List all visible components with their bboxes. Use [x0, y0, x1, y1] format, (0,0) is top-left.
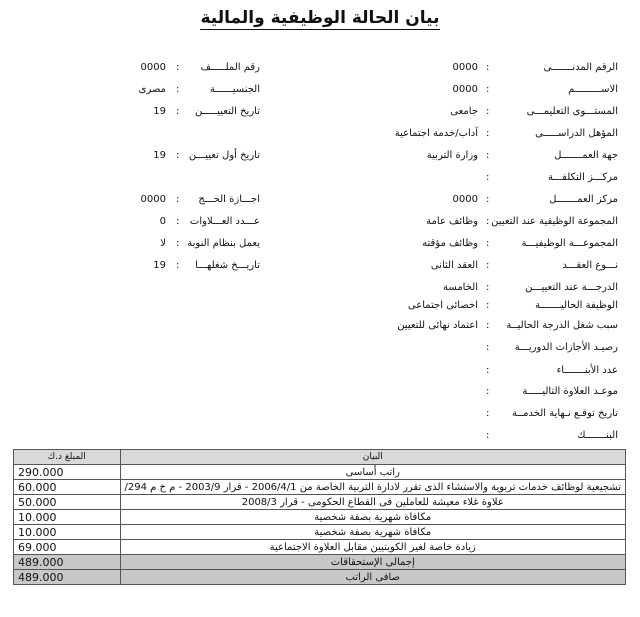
row-amount: 290.000 [14, 465, 121, 480]
field-separator: : [486, 84, 490, 95]
row-amount: 50.000 [14, 495, 121, 510]
field-label: الرقم المدنـــــــى [543, 62, 618, 73]
row-description: راتب أساسى [120, 465, 625, 480]
field-value: 0000 [140, 62, 166, 73]
row-amount: 60.000 [14, 480, 121, 495]
row-description: مكافاة شهرية بصفة شخصية [120, 510, 625, 525]
field-separator: : [176, 62, 180, 73]
field-separator: : [486, 408, 490, 419]
table-row [14, 495, 626, 510]
field-label: تاريخ أول تعييـــن [188, 150, 260, 161]
field-separator: : [176, 194, 180, 205]
row-description: تشجيعية لوظائف خدمات تربوية والاستشاء الذى تقرر لادارة التربية الخاصة من 2006/4/1 - قرار 2003/9 - م خ م 294/ [120, 480, 625, 495]
field-separator: : [486, 194, 490, 205]
field-separator: : [486, 62, 490, 73]
field-separator: : [486, 128, 490, 139]
field-value: العقد الثانى [430, 260, 478, 271]
field-separator: : [486, 342, 490, 353]
field-value: وزارة التربية [426, 150, 478, 161]
table-row [14, 510, 626, 525]
row-description: زيادة خاصة لغير الكويتيين مقابل العلاوة الاجتماعية [120, 540, 625, 555]
field-label: المجموعة الوظيفية عند التعيين [491, 216, 618, 227]
field-label: الاســـــــــم [568, 84, 618, 95]
field-separator: : [486, 238, 490, 249]
field-label: جهة العمـــــــل [554, 150, 618, 161]
field-separator: : [176, 150, 180, 161]
table-row [14, 540, 626, 555]
field-separator: : [486, 386, 490, 397]
field-label: اجـــازة الحـــج [198, 194, 260, 205]
field-separator: : [486, 300, 490, 311]
field-label: تاريـــخ شغلهـــا [195, 260, 260, 271]
row-amount: 10.000 [14, 525, 121, 540]
net-row [14, 570, 626, 585]
total-amount: 489.000 [14, 555, 121, 570]
field-separator: : [176, 238, 180, 249]
field-separator: : [486, 106, 490, 117]
salary-table [13, 449, 626, 585]
field-label: المستـــوى التعليمـــى [526, 106, 618, 117]
description-header: البيان [120, 450, 625, 465]
row-description: علاوة غلاء معيشة للعاملين فى القطاع الحكومى - قرار 2008/3 [120, 495, 625, 510]
field-label: الوظيفة الحاليـــــــة [535, 300, 618, 311]
field-value: وظائف مؤقته [422, 238, 478, 249]
field-label: البنـــــــك [577, 430, 618, 441]
field-separator: : [176, 84, 180, 95]
field-value: الخامسة [443, 282, 478, 293]
field-value: آداب/خدمة اجتماعية [394, 128, 478, 139]
field-label: المجموعـــة الوظيفيـــة [521, 238, 618, 249]
field-value: 19 [153, 106, 166, 117]
field-label: مركـــز التكلفـــة [547, 172, 618, 183]
net-amount: 489.000 [14, 570, 121, 585]
field-separator: : [176, 260, 180, 271]
field-value: 0000 [140, 194, 166, 205]
field-label: الدرجـــة عند التعييـــن [525, 282, 618, 293]
field-label: الجنسيــــــة [209, 84, 260, 95]
field-separator: : [486, 282, 490, 293]
row-amount: 69.000 [14, 540, 121, 555]
page-title: بيان الحالة الوظيفية والمالية [200, 8, 440, 28]
field-value: لا [160, 238, 166, 249]
field-label: سبب شغل الدرجة الحاليــة [506, 320, 618, 331]
field-label: رصيـد الأجازات الدوريـــة [514, 342, 618, 353]
field-value: اخصائى اجتماعى [407, 300, 478, 311]
field-value: وظائف عامة [426, 216, 478, 227]
field-separator: : [486, 150, 490, 161]
field-label: موعـد العلاوة التاليـــــة [522, 386, 618, 397]
field-value: 0000 [452, 194, 478, 205]
field-separator: : [176, 106, 180, 117]
field-separator: : [486, 172, 490, 183]
table-row [14, 525, 626, 540]
field-value: 0000 [452, 62, 478, 73]
field-label: عدد الأبنـــــــاء [556, 365, 618, 376]
table-header-row [14, 450, 626, 465]
field-separator: : [486, 260, 490, 271]
field-label: يعمل بنظام النوبة [187, 238, 260, 249]
field-value: اعتماد نهائى للتعيين [397, 320, 478, 331]
field-label: نـــوع العقـــد [562, 260, 618, 271]
field-label: تاريخ توقـع نـهاية الخدمــة [511, 408, 618, 419]
field-value: 19 [153, 260, 166, 271]
field-separator: : [176, 216, 180, 227]
field-value: 19 [153, 150, 166, 161]
field-value: 0000 [452, 84, 478, 95]
field-label: رقم الملـــــف [200, 62, 260, 73]
total-row [14, 555, 626, 570]
amount-header: المبلغ د.ك [14, 450, 121, 465]
field-label: عـــدد العـــلاوات [189, 216, 260, 227]
field-separator: : [486, 430, 490, 441]
field-value: 0 [159, 216, 166, 227]
field-label: تاريخ التعييـــــن [194, 106, 260, 117]
table-row [14, 480, 626, 495]
net-label: صافى الراتب [120, 570, 625, 585]
field-value: جامعى [450, 106, 478, 117]
field-label: مركز العمـــــــل [549, 194, 618, 205]
field-separator: : [486, 320, 490, 331]
total-label: إجمالى الإستحقاقات [120, 555, 625, 570]
row-description: مكافاة شهرية بصفة شخصية [120, 525, 625, 540]
row-amount: 10.000 [14, 510, 121, 525]
table-row [14, 465, 626, 480]
field-separator: : [486, 216, 490, 227]
field-value: مصرى [138, 84, 166, 95]
field-separator: : [486, 365, 490, 376]
field-label: المؤهل الدراســـــى [535, 128, 618, 139]
